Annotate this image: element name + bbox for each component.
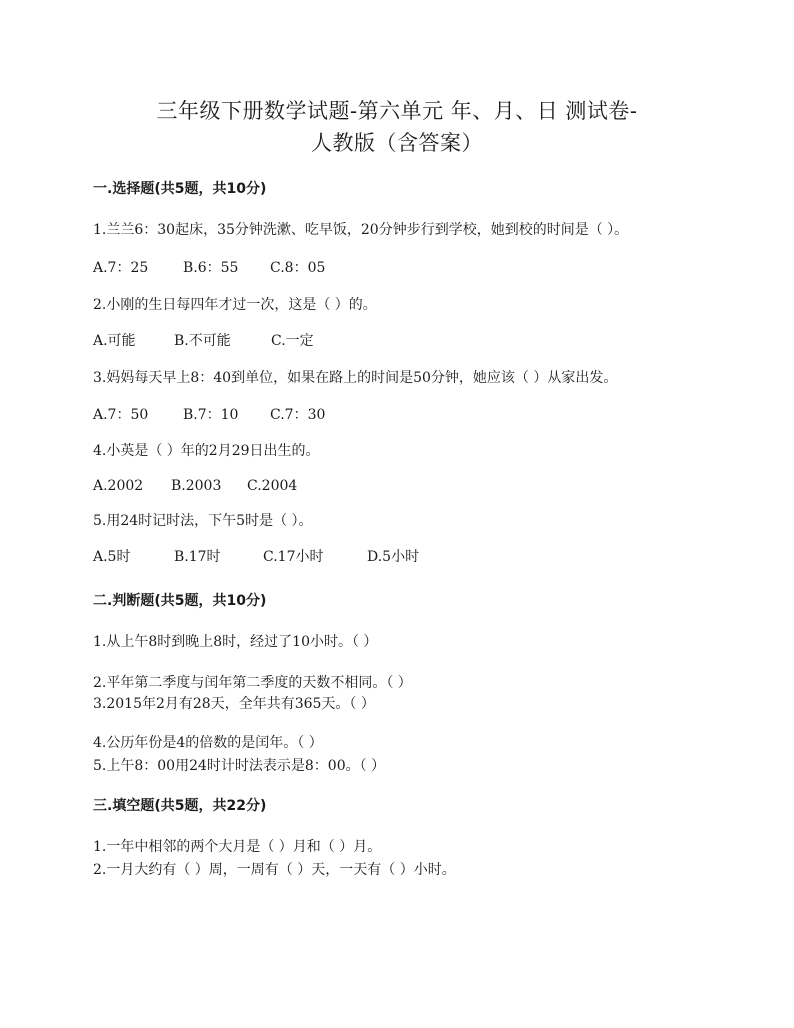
judgment-question-3: 3.2015年2月有28天，全年共有365天。（ ） (93, 696, 375, 712)
option-a: A.2002 (93, 478, 144, 494)
document-title-line-2: 人教版（含答案） (311, 131, 483, 155)
choice-options-3 (93, 406, 325, 424)
section-heading-judgment: 二.判断题(共5题，共10分) (93, 593, 267, 609)
option-c: C.一定 (271, 333, 314, 349)
judgment-question-4: 4.公历年份是4的倍数的是闰年。（ ） (93, 735, 323, 751)
choice-options-5 (93, 548, 419, 566)
option-b: B.6：55 (183, 260, 239, 276)
choice-question-4: 4.小英是（ ）年的2月29日出生的。 (93, 443, 320, 459)
choice-options-4 (93, 477, 297, 495)
choice-question-5: 5.用24时记时法，下午5时是（ ）。 (93, 513, 313, 529)
choice-question-3: 3.妈妈每天早上8：40到单位，如果在路上的时间是50分钟，她应该（ ）从家出发。 (93, 370, 618, 386)
option-a: A.可能 (93, 333, 136, 349)
fill-question-2: 2.一月大约有（ ）周，一周有（ ）天，一天有（ ）小时。 (93, 862, 456, 878)
option-b: B.7：10 (183, 407, 239, 423)
judgment-question-5: 5.上午8：00用24时计时法表示是8：00。（ ） (93, 758, 386, 774)
choice-question-1: 1.兰兰6：30起床，35分钟洗漱、吃早饭，20分钟步行到学校，她到校的时间是（ ）。 (93, 222, 629, 238)
option-b: B.不可能 (174, 333, 231, 349)
option-c: C.2004 (247, 478, 298, 494)
choice-question-2: 2.小刚的生日每四年才过一次，这是（ ）的。 (93, 297, 377, 313)
judgment-question-1: 1.从上午8时到晚上8时，经过了10小时。（ ） (93, 634, 378, 650)
section-heading-fill-blank: 三.填空题(共5题，共22分) (93, 798, 267, 814)
option-b: B.17时 (174, 549, 221, 565)
option-a: A.7：50 (93, 407, 149, 423)
option-c: C.7：30 (270, 407, 326, 423)
option-c: C.17小时 (263, 549, 324, 565)
document-title-line-1: 三年级下册数学试题-第六单元 年、月、日 测试卷- (156, 99, 638, 123)
option-a: A.7：25 (93, 260, 149, 276)
option-a: A.5时 (93, 549, 131, 565)
choice-options-2 (93, 332, 314, 350)
option-d: D.5小时 (367, 549, 420, 565)
fill-question-1: 1.一年中相邻的两个大月是（ ）月和（ ）月。 (93, 839, 382, 855)
option-b: B.2003 (171, 478, 222, 494)
option-c: C.8：05 (270, 260, 326, 276)
section-heading-choice: 一.选择题(共5题，共10分) (93, 181, 267, 197)
choice-options-1 (93, 259, 325, 277)
judgment-question-2: 2.平年第二季度与闰年第二季度的天数不相同。（ ） (93, 675, 412, 691)
